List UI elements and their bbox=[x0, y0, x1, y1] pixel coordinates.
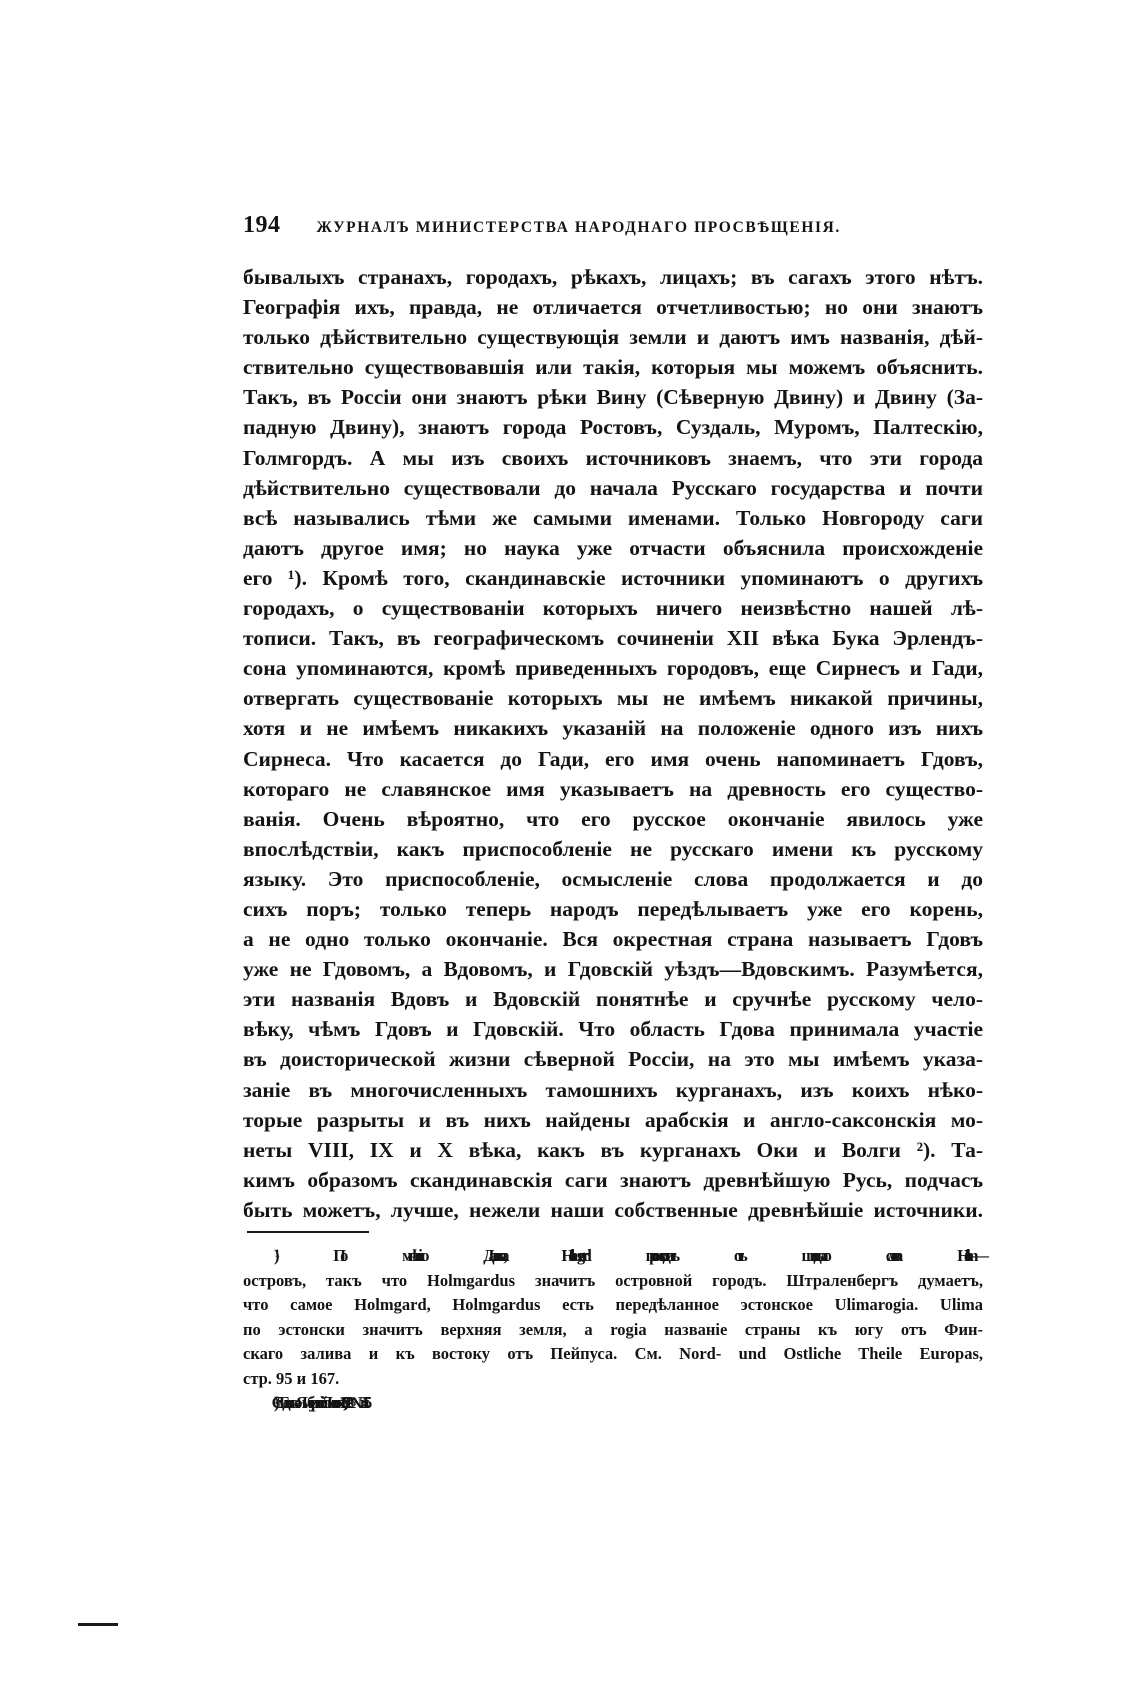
text-line: его ¹). Кромѣ того, скандинавскіе источники упоминаютъ о другихъ bbox=[243, 565, 983, 590]
text-line: въ доисторической жизни сѣверной Россіи, на это мы имѣемъ указа- bbox=[243, 1047, 983, 1072]
text-line: только дѣйствительно существующія земли и даютъ имъ названія, дѣй- bbox=[243, 325, 983, 350]
footnotes bbox=[243, 1244, 983, 1416]
text-line: падную Двину), знаютъ города Ростовъ, Суздаль, Муромъ, Палтескію, bbox=[243, 415, 983, 440]
footnote-1-line: стр. 95 и 167. bbox=[243, 1368, 340, 1388]
text-line: бывалыхъ странахъ, городахъ, рѣкахъ, лицахъ; въ сагахъ этого нѣтъ. bbox=[243, 265, 983, 289]
text-line: языку. Это приспособленіе, осмысленіе слова продолжается и до bbox=[243, 866, 983, 891]
text-line: Географія ихъ, правда, не отличается отчетливостью; но они знаютъ bbox=[243, 295, 983, 320]
footnote-1-line: что самое Holmgard, Holmgardus есть передѣланное эстонское Ulimarogia. Ulima bbox=[243, 1295, 983, 1314]
text-line: кимъ образомъ скандинавскія саги знаютъ древнѣйшую Русь, подчасъ bbox=[243, 1167, 983, 1192]
text-line: заніе въ многочисленныхъ тамошнихъ курганахъ, изъ коихъ нѣко- bbox=[243, 1077, 983, 1102]
text-line: эти названія Вдовъ и Вдовскій понятнѣе и сручнѣе русскому чело- bbox=[243, 987, 983, 1012]
text-line: Такъ, въ Россіи они знаютъ рѣки Вину (Сѣверную Двину) и Двину (За- bbox=[243, 385, 983, 410]
text-line: всѣ назывались тѣми же самыми именами. Только Новгороду саги bbox=[243, 505, 983, 530]
text-line: сихъ поръ; только теперь народъ передѣлываетъ уже его корень, bbox=[243, 896, 983, 921]
margin-mark bbox=[78, 1623, 118, 1626]
text-line: сона упоминаются, кромѣ приведенныхъ городовъ, еще Сирнесъ и Гади, bbox=[243, 656, 983, 681]
text-line: а не одно только окончаніе. Вся окрестная страна называетъ Гдовъ bbox=[243, 927, 983, 952]
text-line: дѣйствительно существовали до начала Русскаго государства и почти bbox=[243, 475, 983, 500]
footnote-1-line: по эстонски значитъ верхняя земля, а rogia названіе страны къ югу отъ Фин- bbox=[243, 1319, 983, 1339]
text-line: быть можетъ, лучше, нежели наши собственные древнѣйшіе источники. bbox=[243, 1197, 983, 1222]
page-number: 194 bbox=[243, 212, 281, 238]
running-head: ЖУРНАЛЪ МИНИСТЕРСТВА НАРОДНАГО ПРОСВѢЩЕНІЯ. bbox=[316, 219, 841, 236]
main-text bbox=[243, 262, 983, 1225]
footnote-1-line: островъ, такъ что Holmgardus значитъ островной городъ. Штраленбергъ думаетъ, bbox=[243, 1270, 983, 1290]
text-line: неты VIII, IX и X вѣка, какъ въ курганахъ Оки и Волги ²). Та- bbox=[243, 1137, 983, 1162]
text-line: Голмгордъ. А мы изъ своихъ источниковъ знаемъ, что эти города bbox=[243, 445, 983, 470]
text-line: хотя и не имѣемъ никакихъ указаній на положеніе одного изъ нихъ bbox=[243, 716, 983, 741]
footnote-2-line: ²) См. Гдовско-Ямбургскій Листокъ, 1872 г., №№ 3 и 15. bbox=[275, 1393, 365, 1412]
text-line: даютъ другое имя; но наука уже отчасти объяснила происхожденіе bbox=[243, 535, 983, 560]
text-line: тописи. Такъ, въ географическомъ сочиненіи XII вѣка Бука Эрлендъ- bbox=[243, 626, 983, 651]
footnote-divider bbox=[247, 1231, 369, 1233]
text-line: Сирнеса. Что касается до Гади, его имя очень напоминаетъ Гдовъ, bbox=[243, 746, 983, 771]
page-header bbox=[243, 212, 983, 246]
text-line: торые разрыты и въ нихъ найдены арабскія и англо-саксонскія мо- bbox=[243, 1107, 983, 1132]
footnote-1-line: скаго залива и къ востоку отъ Пейпуса. См. Nord- und Ostliche Theile Europas, bbox=[243, 1344, 983, 1363]
text-line: вѣку, чѣмъ Гдовъ и Гдовскій. Что область Гдова принимала участіе bbox=[243, 1017, 983, 1042]
text-line: котораго не славянское имя указываетъ на древность его существо- bbox=[243, 776, 983, 801]
text-line: городахъ, о существованіи которыхъ ничего неизвѣстно нашей лѣ- bbox=[243, 596, 983, 621]
text-line: ствительно существовавшія или такія, которыя мы можемъ объяснить. bbox=[243, 355, 983, 380]
footnote-1-line: ¹) По мнѣнію Далина, Holmgard происходитъ отъ шведскаго слова Holm— bbox=[275, 1246, 983, 1265]
text-line: впослѣдствіи, какъ приспособленіе не русскаго имени къ русскому bbox=[243, 836, 983, 861]
text-line: уже не Гдовомъ, а Вдовомъ, и Гдовскій уѣздъ—Вдовскимъ. Разумѣется, bbox=[243, 957, 983, 982]
text-line: ванія. Очень вѣроятно, что его русское окончаніе явилось уже bbox=[243, 806, 983, 831]
text-line: отвергать существованіе которыхъ мы не имѣемъ никакой причины, bbox=[243, 686, 983, 711]
